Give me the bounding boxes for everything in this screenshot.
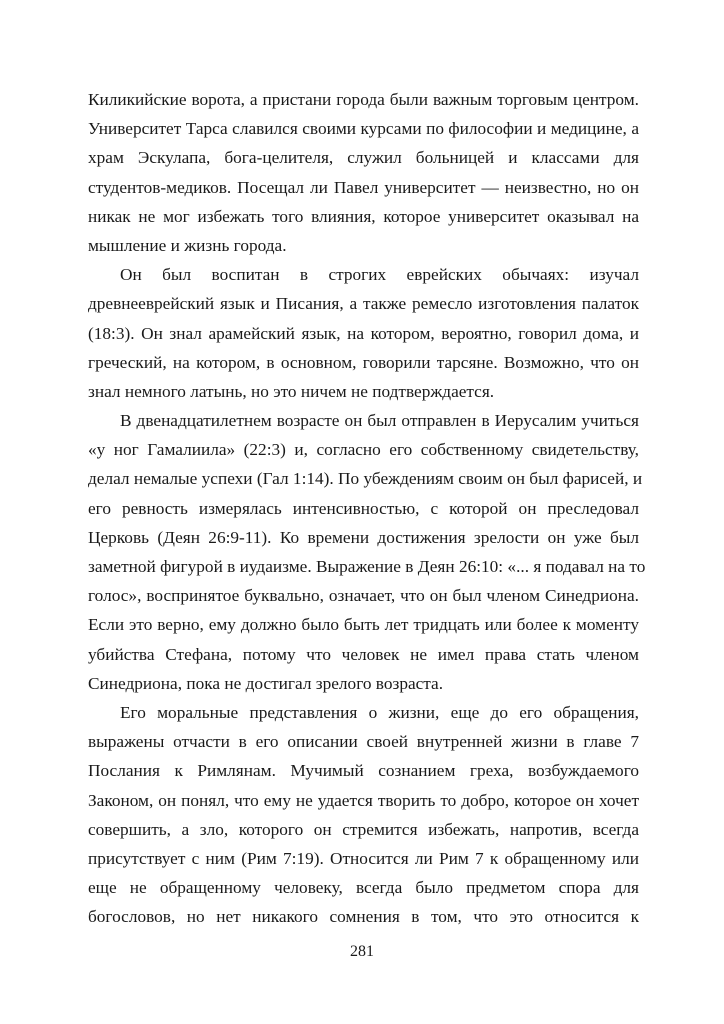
text-line: храм Эскулапа, бога-целителя, служил больницей и классами для xyxy=(88,148,639,168)
text-line: Законом, он понял, что ему не удается творить то добро, которое он хочет xyxy=(88,790,639,810)
text-line: Церковь (Деян 26:9-11). Ко времени достижения зрелости он уже был xyxy=(88,527,639,547)
text-line: его ревность измерялась интенсивностью, с которой он преследовал xyxy=(88,498,639,518)
text-line: Киликийские ворота, а пристани города были важным торговым центром. xyxy=(88,90,639,109)
text-line: «у ног Гамалиила» (22:3) и, согласно его собственному свидетельству, xyxy=(88,440,639,460)
paragraph xyxy=(88,406,646,698)
text-line: еще не обращенному человеку, всегда было предметом спора для xyxy=(88,878,639,898)
text-line: Его моральные представления о жизни, еще до его обращения, xyxy=(120,702,639,722)
text-line: выражены отчасти в его описании своей внутренней жизни в главе 7 xyxy=(88,732,639,752)
text-line: Синедриона, пока не достигал зрелого возраста. xyxy=(88,673,444,693)
text-line: древнееврейский язык и Писания, а также ремесло изготовления палаток xyxy=(88,294,639,314)
text-line: студентов-медиков. Посещал ли Павел университет — неизвестно, но он xyxy=(88,177,639,197)
text-line: убийства Стефана, потому что человек не имел права стать членом xyxy=(88,644,639,664)
text-line: голос», воспринятое буквально, означает, что он был членом Синедриона. xyxy=(88,586,639,606)
text-line: Если это верно, ему должно было быть лет тридцать или более к моменту xyxy=(88,615,639,635)
text-line: заметной фигурой в иудаизме. Выражение в Деян 26:10: «... я подавал на то xyxy=(88,557,646,576)
page-number: 281 xyxy=(350,943,374,960)
text-line: никак не мог избежать того влияния, которое университет оказывал на xyxy=(88,206,639,226)
text-line: богословов, но нет никакого сомнения в том, что это относится к xyxy=(88,907,639,927)
text-line: мышление и жизнь города. xyxy=(88,235,287,255)
text-line: Послания к Римлянам. Мучимый сознанием греха, возбуждаемого xyxy=(88,761,639,781)
text-line: (18:3). Он знал арамейский язык, на котором, вероятно, говорил дома, и xyxy=(88,323,639,343)
paragraph xyxy=(88,698,639,932)
text-line: совершить, а зло, которого он стремится избежать, напротив, всегда xyxy=(88,819,639,839)
paragraph xyxy=(88,85,639,260)
text-line: знал немного латынь, но это ничем не подтверждается. xyxy=(88,381,495,401)
text-line: делал немалые успехи (Гал 1:14). По убеждениям своим он был фарисей, и xyxy=(88,469,643,489)
text-line: Университет Тарса славился своими курсами по философии и медицине, а xyxy=(88,119,639,139)
text-line: греческий, на котором, в основном, говорили тарсяне. Возможно, что он xyxy=(88,352,639,372)
text-line: присутствует с ним (Рим 7:19). Относится ли Рим 7 к обращенному или xyxy=(88,848,639,868)
document-body xyxy=(88,85,646,931)
text-line: В двенадцатилетнем возрасте он был отправлен в Иерусалим учиться xyxy=(120,411,639,431)
text-line: Он был воспитан в строгих еврейских обычаях: изучал xyxy=(120,265,639,285)
paragraph xyxy=(88,260,639,406)
